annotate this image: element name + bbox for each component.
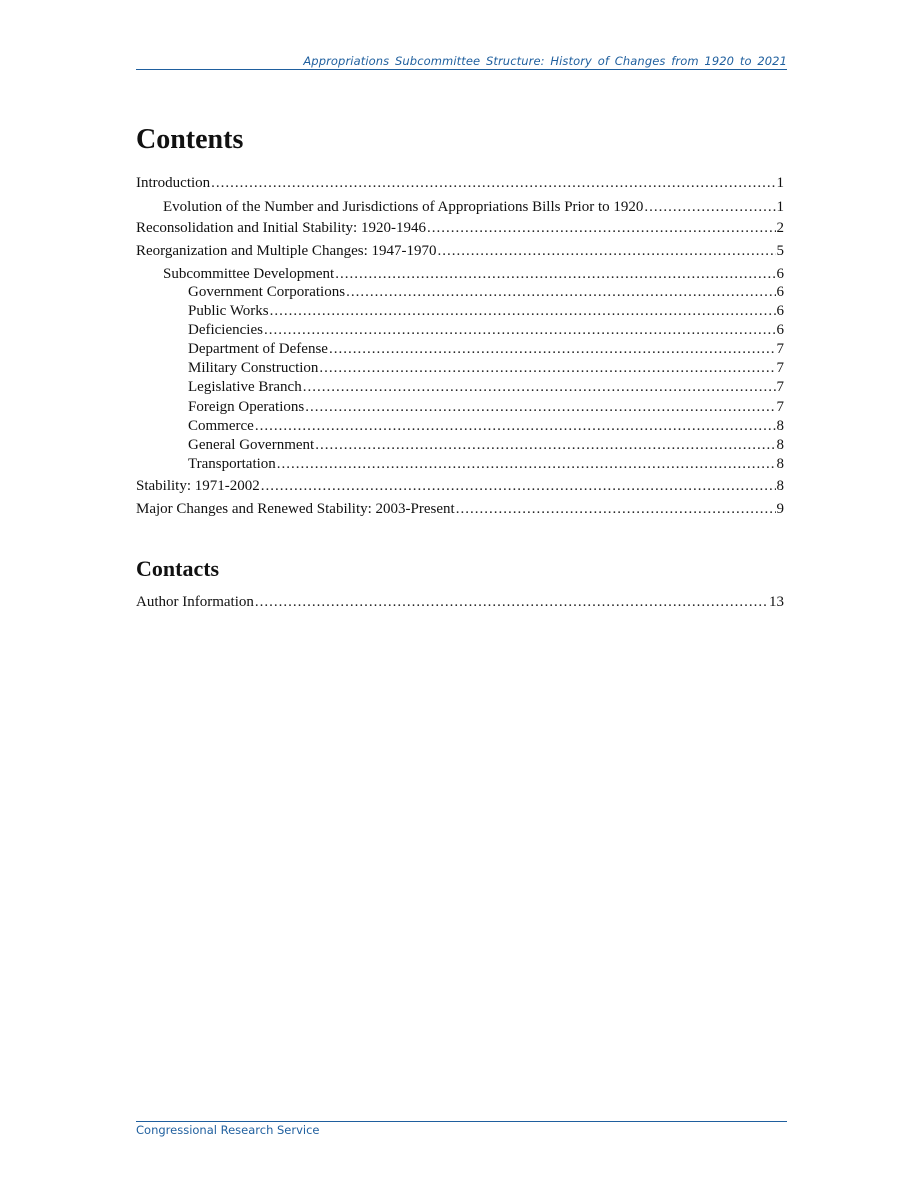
toc-entry-deficiencies[interactable] [136, 321, 784, 340]
footer-publisher: Congressional Research Service [136, 1123, 320, 1137]
toc-leader-dots [438, 242, 776, 261]
toc-entry-transportation[interactable] [136, 455, 784, 474]
toc-leader-dots [319, 359, 775, 378]
toc-page-number: 6 [776, 266, 784, 282]
contacts-heading: Contacts [136, 556, 220, 581]
page-title: Contents [136, 124, 244, 155]
toc-entry-label: Major Changes and Renewed Stability: 2003-Present [136, 501, 455, 517]
toc-entry-introduction[interactable] [136, 174, 784, 193]
toc-leader-dots [315, 436, 775, 455]
toc-entry-public-works[interactable] [136, 302, 784, 321]
toc-leader-dots [255, 593, 768, 612]
toc-entry-major-changes[interactable] [136, 500, 784, 519]
toc-entry-label: Public Works [188, 303, 269, 319]
toc-entry-subcommittee-development[interactable] [136, 265, 784, 284]
toc-entry-commerce[interactable] [136, 417, 784, 436]
toc-entry-label: Evolution of the Number and Jurisdictions of Appropriations Bills Prior to 1920 [163, 199, 644, 215]
toc-page-number: 2 [776, 220, 784, 236]
toc-leader-dots [305, 398, 775, 417]
toc-leader-dots [427, 219, 776, 238]
toc-page-number: 7 [776, 360, 784, 376]
toc-entry-label: Government Corporations [188, 284, 346, 300]
toc-entry-government-corporations[interactable] [136, 283, 784, 302]
running-header: Appropriations Subcommittee Structure: History of Changes from 1920 to 2021 [303, 54, 787, 68]
toc-page-number: 8 [776, 478, 784, 494]
toc-entry-legislative-branch[interactable] [136, 378, 784, 397]
toc-page-number: 7 [776, 341, 784, 357]
toc-entry-author-information[interactable] [136, 593, 784, 612]
toc-page-number: 8 [776, 418, 784, 434]
toc-entry-label: Military Construction [188, 360, 319, 376]
toc-leader-dots [456, 500, 776, 519]
toc-page-number: 13 [769, 594, 784, 610]
toc-entry-evolution[interactable] [136, 198, 784, 217]
toc-leader-dots [329, 340, 776, 359]
toc-leader-dots [270, 302, 776, 321]
toc-entry-label: Foreign Operations [188, 399, 305, 415]
toc-entry-label: Deficiencies [188, 322, 263, 338]
toc-leader-dots [277, 455, 776, 474]
toc-leader-dots [644, 198, 775, 217]
toc-leader-dots [303, 378, 776, 397]
toc-page-number: 1 [776, 175, 784, 191]
toc-leader-dots [264, 321, 776, 340]
toc-entry-general-government[interactable] [136, 436, 784, 455]
toc-entry-label: Stability: 1971-2002 [136, 478, 260, 494]
toc-page-number: 9 [776, 501, 784, 517]
footer-rule [136, 1121, 787, 1122]
toc-entry-department-of-defense[interactable] [136, 340, 784, 359]
toc-entry-label: Legislative Branch [188, 379, 302, 395]
toc-page-number: 8 [776, 456, 784, 472]
toc-page-number: 6 [776, 284, 784, 300]
toc-entry-foreign-operations[interactable] [136, 398, 784, 417]
toc-entry-reconsolidation[interactable] [136, 219, 784, 238]
toc-entry-label: Commerce [188, 418, 254, 434]
toc-leader-dots [346, 283, 775, 302]
toc-entry-military-construction[interactable] [136, 359, 784, 378]
toc-page-number: 1 [776, 199, 784, 215]
toc-entry-label: General Government [188, 437, 315, 453]
toc-leader-dots [255, 417, 776, 436]
toc-entry-label: Author Information [136, 594, 254, 610]
toc-entry-stability[interactable] [136, 477, 784, 496]
toc-leader-dots [211, 174, 775, 193]
toc-page-number: 6 [776, 322, 784, 338]
toc-entry-label: Department of Defense [188, 341, 328, 357]
toc-page-number: 5 [776, 243, 784, 259]
header-rule [136, 69, 787, 70]
toc-leader-dots [261, 477, 776, 496]
toc-entry-reorganization[interactable] [136, 242, 784, 261]
toc-page-number: 7 [776, 379, 784, 395]
toc-page-number: 6 [776, 303, 784, 319]
toc-entry-label: Reorganization and Multiple Changes: 1947-1970 [136, 243, 437, 259]
toc-page-number: 7 [776, 399, 784, 415]
toc-entry-label: Transportation [188, 456, 276, 472]
toc-entry-label: Introduction [136, 175, 211, 191]
toc-entry-label: Subcommittee Development [163, 266, 335, 282]
toc-leader-dots [335, 265, 775, 284]
toc-entry-label: Reconsolidation and Initial Stability: 1920-1946 [136, 220, 426, 236]
toc-page-number: 8 [776, 437, 784, 453]
